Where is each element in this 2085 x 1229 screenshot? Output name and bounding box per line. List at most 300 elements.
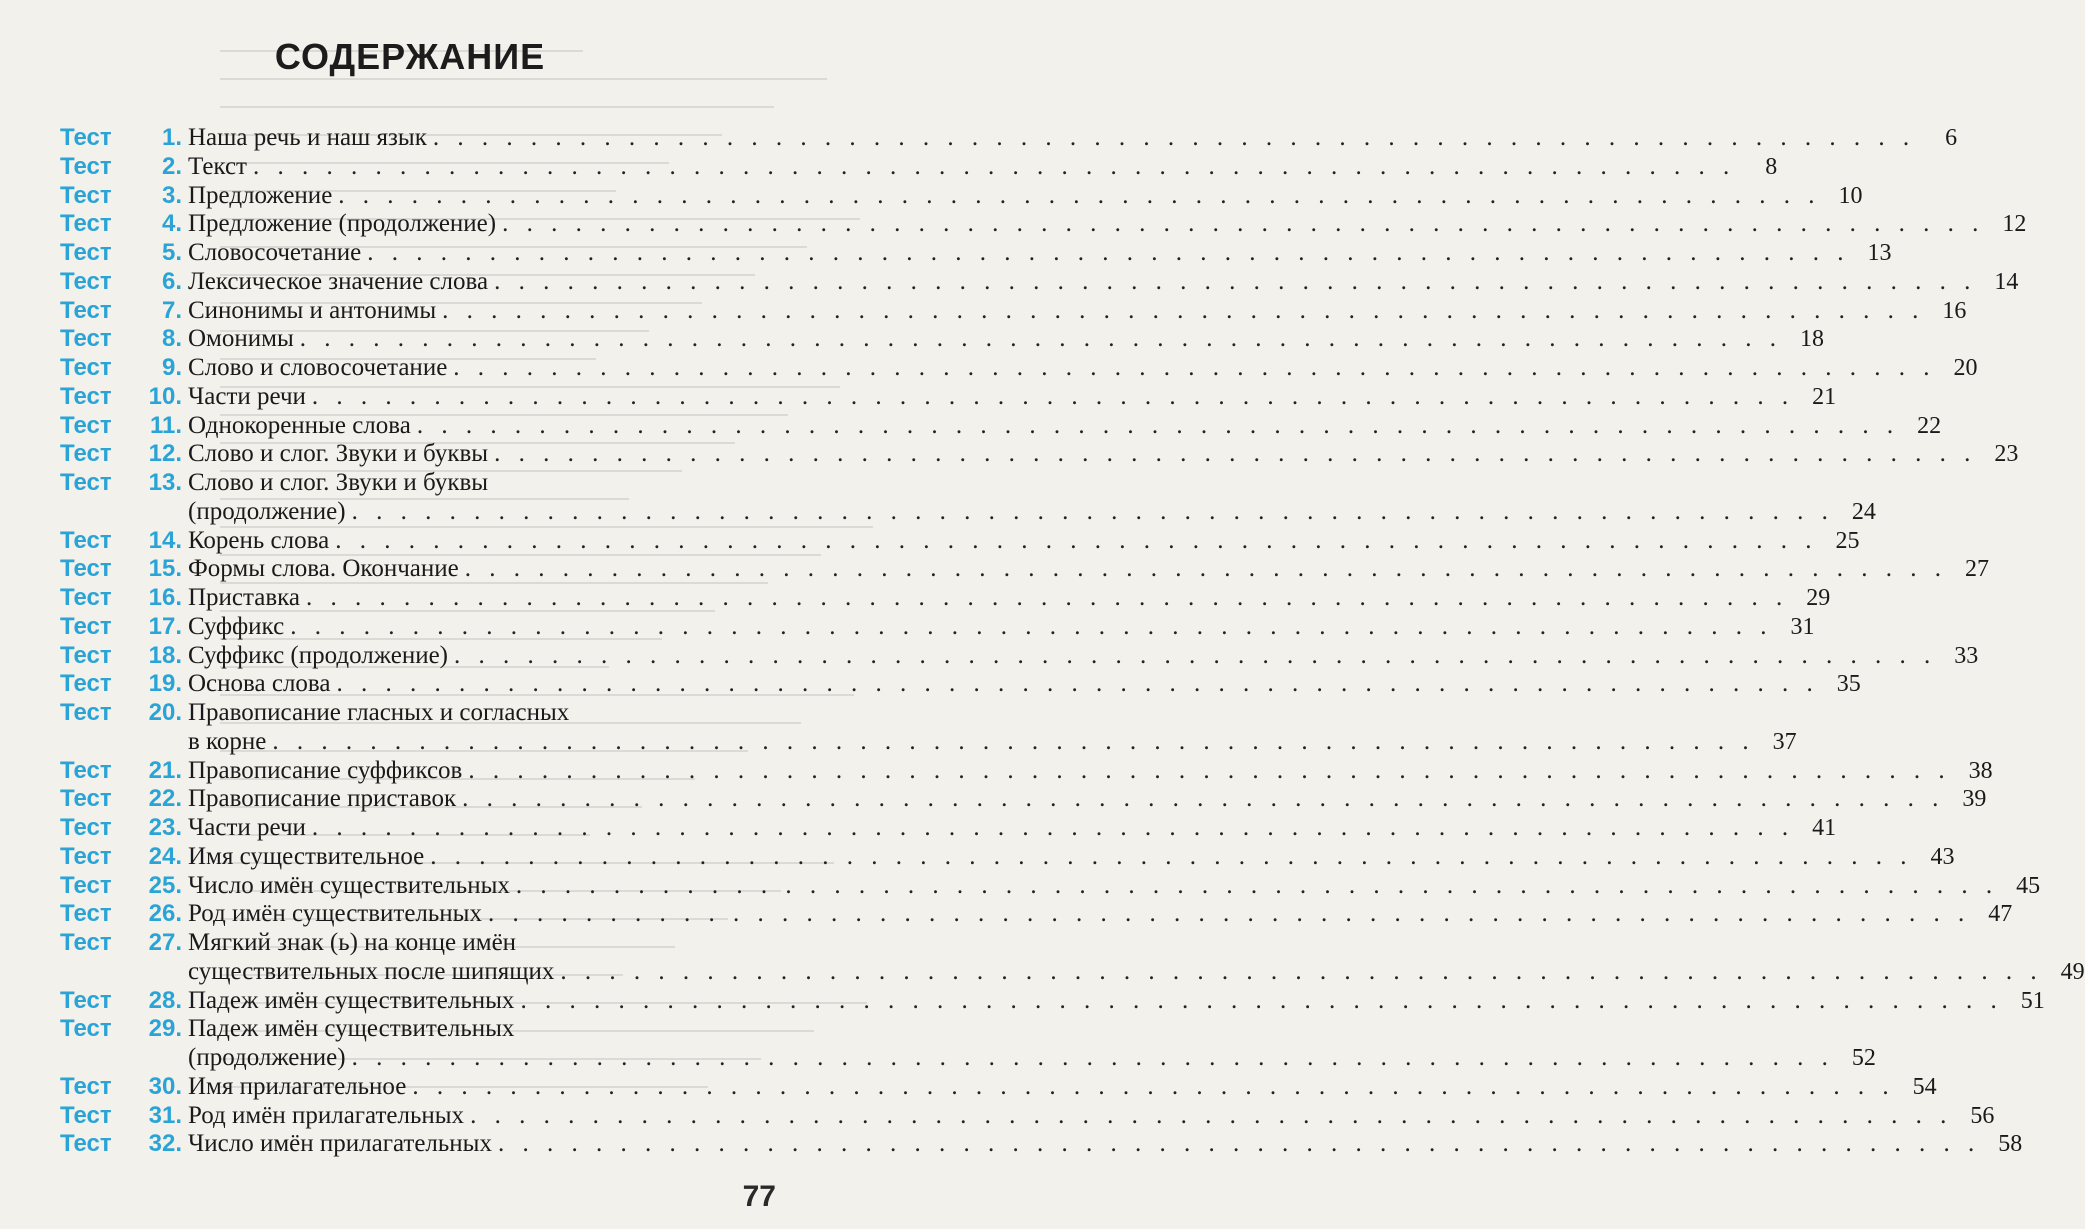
test-word: Тест — [60, 239, 112, 266]
entry-text — [188, 383, 1836, 412]
toc-entry[interactable] — [60, 469, 1876, 527]
toc-entry[interactable] — [60, 986, 2045, 1016]
entry-title: Корень слова — [188, 526, 330, 554]
toc-entry[interactable] — [60, 555, 1989, 584]
entry-text — [188, 872, 2040, 901]
dot-leader — [498, 1130, 1980, 1159]
test-word: Тест — [60, 555, 112, 583]
entry-line — [188, 153, 1777, 182]
test-word: Тест — [60, 469, 112, 496]
test-label — [60, 699, 188, 728]
dot-leader — [300, 325, 1782, 354]
dot-leader — [312, 814, 1794, 843]
entry-page-number: 16 — [1942, 297, 1967, 324]
entry-text — [188, 1130, 2022, 1159]
test-number: 12. — [148, 440, 182, 468]
entry-line — [188, 354, 1978, 383]
test-label — [60, 1073, 188, 1102]
entry-text — [188, 757, 1993, 786]
entry-page-number: 8 — [1765, 153, 1778, 180]
entry-line — [188, 555, 1989, 584]
entry-text — [188, 613, 1814, 642]
test-number: 27. — [148, 929, 182, 956]
entry-page-number: 12 — [2002, 211, 2027, 238]
dot-leader — [488, 900, 1970, 929]
entry-title: Приставка — [188, 584, 301, 611]
test-number: 29. — [148, 1015, 182, 1043]
entry-title: Слово и словосочетание — [188, 354, 448, 381]
entry-title: Имя прилагательное — [188, 1072, 407, 1100]
entry-line — [188, 872, 2040, 901]
entry-text — [188, 297, 1966, 326]
test-number: 15. — [148, 555, 182, 583]
test-word: Тест — [60, 756, 112, 784]
toc-entry[interactable] — [60, 325, 1824, 354]
test-number: 32. — [148, 1130, 182, 1158]
test-word: Тест — [60, 842, 112, 870]
entry-page-number: 29 — [1806, 585, 1831, 611]
toc-entry[interactable] — [60, 670, 1861, 699]
entry-title: Слово и слог. Звуки и буквы — [188, 440, 489, 468]
toc-entry[interactable] — [60, 382, 1837, 412]
entry-text — [188, 153, 1777, 182]
test-word: Тест — [60, 699, 112, 726]
test-word: Тест — [60, 124, 112, 151]
entry-line — [188, 670, 1861, 699]
test-label — [60, 440, 188, 469]
dot-leader — [412, 1073, 1894, 1102]
entry-text — [188, 785, 1986, 814]
test-word: Тест — [60, 382, 112, 410]
entry-page-number: 31 — [1790, 613, 1815, 640]
entry-page-number: 41 — [1812, 815, 1837, 841]
entry-line — [188, 469, 1876, 498]
entry-page-number: 39 — [1962, 786, 1987, 813]
test-label — [60, 1015, 188, 1044]
entry-page-number: 14 — [1994, 268, 2019, 295]
entry-line — [188, 843, 1955, 872]
entry-line — [188, 412, 1941, 441]
test-label — [60, 297, 188, 326]
dot-leader — [430, 843, 1912, 872]
entry-page-number: 23 — [1994, 441, 2019, 468]
test-label — [60, 153, 188, 182]
entry-text — [188, 642, 1978, 671]
entry-line — [188, 987, 2045, 1016]
entry-title: Синонимы и антонимы — [188, 296, 437, 324]
toc-entry[interactable] — [60, 900, 2013, 929]
entry-text — [188, 325, 1824, 354]
toc-entry[interactable] — [60, 1101, 1995, 1131]
test-number: 26. — [148, 900, 182, 928]
test-word: Тест — [60, 1101, 112, 1129]
dot-leader — [367, 239, 1849, 268]
entry-page-number: 25 — [1835, 527, 1860, 554]
dot-leader — [560, 958, 2042, 987]
test-number: 13. — [148, 469, 182, 496]
entry-title: Словосочетание — [188, 239, 362, 266]
entry-title: Суффикс — [188, 612, 285, 640]
entry-text — [188, 814, 1836, 843]
test-number: 4. — [161, 210, 182, 238]
test-label — [60, 814, 188, 843]
dot-leader — [433, 124, 1915, 153]
test-word: Тест — [60, 986, 112, 1014]
test-word: Тест — [60, 526, 112, 554]
test-number: 3. — [161, 181, 182, 209]
dot-leader — [520, 987, 2002, 1016]
entry-line — [188, 958, 2085, 987]
entry-page-number: 43 — [1930, 843, 1955, 870]
test-number: 18. — [148, 641, 182, 669]
toc-entry[interactable] — [60, 785, 1987, 814]
entry-page-number: 18 — [1800, 326, 1824, 353]
entry-title: Лексическое значение слова — [188, 267, 489, 295]
test-label — [60, 325, 188, 354]
entry-title: Наша речь и наш язык — [188, 124, 427, 151]
test-label — [60, 354, 188, 383]
test-label — [60, 670, 188, 699]
dot-leader — [454, 642, 1936, 671]
test-number: 17. — [148, 612, 182, 640]
dot-leader — [494, 440, 1976, 469]
entry-page-number: 13 — [1867, 240, 1892, 266]
toc-entry[interactable] — [60, 210, 2027, 239]
entry-text — [188, 584, 1830, 613]
test-word: Тест — [60, 1072, 112, 1100]
entry-title: Предложение — [188, 181, 333, 209]
test-number: 11. — [149, 411, 182, 439]
test-word: Тест — [60, 900, 112, 928]
toc-entry[interactable] — [60, 354, 1978, 383]
test-number: 23. — [148, 814, 182, 841]
entry-text — [188, 182, 1863, 211]
entry-title: Основа слова — [188, 670, 331, 698]
test-word: Тест — [60, 871, 112, 899]
test-number: 14. — [148, 526, 182, 554]
test-label — [60, 987, 188, 1016]
test-number: 16. — [148, 584, 182, 611]
test-word: Тест — [60, 1130, 112, 1158]
toc-entry[interactable] — [60, 612, 1815, 642]
entry-line — [188, 642, 1978, 671]
test-word: Тест — [60, 354, 112, 381]
entry-line — [188, 1044, 1876, 1073]
entry-text — [188, 1073, 1937, 1102]
entry-line — [188, 1130, 2022, 1159]
test-word: Тест — [60, 785, 112, 813]
entry-text — [188, 412, 1941, 441]
toc-entry[interactable] — [60, 1130, 2023, 1159]
entry-title: Текст — [188, 152, 247, 180]
test-label — [60, 785, 188, 814]
entry-line — [188, 325, 1824, 354]
test-number: 7. — [161, 296, 182, 324]
entry-page-number: 24 — [1851, 498, 1876, 525]
test-word: Тест — [60, 1015, 112, 1043]
entry-line — [188, 785, 1986, 814]
entry-page-number: 54 — [1912, 1073, 1937, 1100]
toc-entry[interactable] — [60, 842, 1955, 872]
test-label — [60, 268, 188, 297]
test-label — [60, 642, 188, 671]
toc-entry[interactable] — [60, 152, 1778, 182]
entry-text — [188, 210, 2026, 239]
dot-leader — [338, 182, 1820, 211]
entry-title: Части речи — [188, 814, 306, 841]
entry-line — [188, 1015, 1876, 1044]
entry-line — [188, 527, 1859, 556]
entry-page-number: 10 — [1838, 182, 1863, 209]
dot-leader — [465, 555, 1947, 584]
toc-entry[interactable] — [60, 1072, 1937, 1102]
entry-line — [188, 498, 1876, 527]
entry-text — [188, 354, 1978, 383]
entry-text — [188, 440, 2018, 469]
entry-line — [188, 124, 1957, 153]
test-number: 9. — [161, 354, 182, 381]
test-label — [60, 613, 188, 642]
entry-title: (продолжение) — [188, 497, 346, 525]
test-label — [60, 469, 188, 498]
test-label — [60, 182, 188, 211]
toc-entry[interactable] — [60, 239, 1892, 268]
test-label — [60, 1102, 188, 1131]
entry-title: Правописание гласных и согласных — [188, 699, 570, 726]
entry-text — [188, 555, 1989, 584]
entry-text — [188, 670, 1861, 699]
entry-title: Предложение (продолжение) — [188, 210, 497, 238]
entry-line — [188, 929, 2085, 958]
test-label — [60, 210, 188, 239]
entry-title: в корне — [188, 727, 267, 755]
entry-line — [188, 900, 2012, 929]
entry-line — [188, 297, 1966, 326]
entry-page-number: 47 — [1988, 901, 2013, 928]
dot-leader — [306, 584, 1788, 613]
entry-text — [188, 699, 1797, 757]
entry-line — [188, 182, 1863, 211]
entry-page-number: 22 — [1917, 412, 1942, 439]
test-label — [60, 843, 188, 872]
test-number: 25. — [148, 871, 182, 899]
entry-page-number: 45 — [2016, 872, 2041, 899]
entry-text — [188, 843, 1955, 872]
entry-page-number: 58 — [1998, 1131, 2023, 1158]
toc-entry[interactable] — [60, 641, 1979, 671]
dot-leader — [253, 153, 1735, 182]
dot-leader — [335, 527, 1817, 556]
test-label — [60, 584, 188, 613]
test-word: Тест — [60, 814, 112, 841]
entry-title: (продолжение) — [188, 1044, 346, 1071]
entry-text — [188, 929, 2085, 987]
test-number: 30. — [148, 1072, 182, 1100]
test-number: 19. — [148, 670, 182, 698]
toc-entry[interactable] — [60, 699, 1797, 757]
dot-leader — [442, 297, 1924, 326]
entry-line — [188, 584, 1830, 613]
toc-entry[interactable] — [60, 756, 1993, 786]
entry-page-number: 51 — [2020, 987, 2045, 1014]
test-number: 10. — [148, 382, 182, 410]
entry-text — [188, 469, 1876, 527]
entry-page-number: 20 — [1953, 355, 1978, 381]
entry-text — [188, 1102, 1994, 1131]
test-label — [60, 124, 188, 153]
test-word: Тест — [60, 440, 112, 468]
entry-text — [188, 900, 2012, 929]
test-label — [60, 412, 188, 441]
toc-entry[interactable] — [60, 814, 1837, 843]
entry-line — [188, 613, 1814, 642]
toc-entry[interactable] — [60, 124, 1958, 153]
test-label — [60, 239, 188, 268]
entry-title: Однокоренные слова — [188, 411, 411, 439]
test-label — [60, 527, 188, 556]
test-number: 8. — [161, 325, 182, 353]
dot-leader — [470, 1102, 1952, 1131]
test-word: Тест — [60, 670, 112, 698]
entry-page-number: 27 — [1964, 556, 1989, 583]
test-label — [60, 757, 188, 786]
entry-line — [188, 440, 2018, 469]
entry-title: Число имён существительных — [188, 871, 510, 899]
dot-leader — [462, 785, 1944, 814]
dot-leader — [272, 728, 1754, 757]
entry-line — [188, 1102, 1994, 1131]
dot-leader — [337, 670, 1819, 699]
test-label — [60, 929, 188, 958]
bleed-line — [220, 78, 827, 80]
entry-line — [188, 699, 1797, 728]
test-word: Тест — [60, 210, 112, 238]
dot-leader — [352, 1044, 1834, 1073]
test-word: Тест — [60, 411, 112, 439]
test-word: Тест — [60, 296, 112, 324]
test-word: Тест — [60, 181, 112, 209]
dot-leader — [312, 383, 1794, 412]
entry-line — [188, 210, 2026, 239]
test-label — [60, 1130, 188, 1159]
entry-line — [188, 757, 1993, 786]
entry-page-number: 38 — [1968, 757, 1993, 784]
entry-line — [188, 268, 2018, 297]
test-word: Тест — [60, 325, 112, 353]
entry-title: Число имён прилагательных — [188, 1130, 492, 1158]
bleed-line — [220, 106, 774, 108]
dot-leader — [494, 268, 1976, 297]
test-label — [60, 900, 188, 929]
dot-leader — [502, 210, 1984, 239]
toc-entry[interactable] — [60, 411, 1942, 441]
toc-entry[interactable] — [60, 1015, 1876, 1073]
entry-page-number: 35 — [1836, 671, 1861, 698]
entry-title: Падеж имён существительных — [188, 1015, 515, 1043]
test-word: Тест — [60, 929, 112, 956]
toc-entry[interactable] — [60, 929, 2085, 987]
entry-title: Мягкий знак (ь) на конце имён — [188, 929, 517, 956]
toc-entry[interactable] — [60, 871, 2041, 901]
entry-line — [188, 1073, 1937, 1102]
entry-title: Суффикс (продолжение) — [188, 641, 448, 669]
test-number: 6. — [161, 267, 182, 295]
entry-text — [188, 268, 2018, 297]
entry-title: Род имён существительных — [188, 900, 482, 928]
toc-entry[interactable] — [60, 440, 2019, 469]
entry-title: Слово и слог. Звуки и буквы — [188, 469, 489, 496]
entry-line — [188, 239, 1891, 268]
toc-entry[interactable] — [60, 296, 1967, 326]
test-number: 5. — [161, 239, 182, 266]
toc-entry[interactable] — [60, 267, 2019, 297]
entry-text — [188, 239, 1891, 268]
test-label — [60, 383, 188, 412]
entry-text — [188, 124, 1957, 153]
test-number: 20. — [148, 699, 182, 726]
entry-title: Правописание суффиксов — [188, 756, 463, 784]
test-number: 22. — [148, 785, 182, 813]
dot-leader — [468, 757, 1950, 786]
entry-title: Падеж имён существительных — [188, 986, 515, 1014]
dot-leader — [453, 354, 1935, 383]
test-label — [60, 872, 188, 901]
entry-title: Имя существительное — [188, 842, 425, 870]
entry-page-number: 33 — [1954, 642, 1979, 669]
entry-line — [188, 728, 1797, 757]
table-of-contents — [60, 124, 2085, 1159]
entry-text — [188, 987, 2045, 1016]
entry-title: Формы слова. Окончание — [188, 555, 459, 583]
dot-leader — [352, 498, 1834, 527]
toc-entry[interactable] — [60, 526, 1860, 556]
entry-text — [188, 527, 1859, 556]
entry-page-number: 56 — [1970, 1102, 1995, 1129]
entry-page-number: 6 — [1945, 125, 1958, 151]
entry-line — [188, 814, 1836, 843]
test-word: Тест — [60, 267, 112, 295]
dot-leader — [290, 613, 1772, 642]
test-word: Тест — [60, 641, 112, 669]
entry-title: существительных после шипящих — [188, 957, 555, 985]
test-word: Тест — [60, 152, 112, 180]
entry-line — [188, 383, 1836, 412]
test-number: 1. — [161, 124, 182, 151]
entry-page-number: 37 — [1772, 728, 1797, 755]
entry-page-number: 52 — [1851, 1045, 1876, 1071]
test-number: 2. — [161, 152, 182, 180]
dot-leader — [516, 872, 1998, 901]
test-number: 24. — [148, 842, 182, 870]
toc-entry[interactable] — [60, 181, 1863, 211]
entry-title: Род имён прилагательных — [188, 1101, 465, 1129]
page-number: 77 — [742, 1180, 776, 1213]
test-word: Тест — [60, 584, 112, 611]
entry-title: Части речи — [188, 382, 306, 410]
page-title: СОДЕРЖАНИЕ — [274, 36, 546, 77]
test-label — [60, 555, 188, 584]
entry-page-number: 21 — [1812, 383, 1837, 410]
entry-title: Омонимы — [188, 325, 294, 353]
entry-text — [188, 1015, 1876, 1073]
test-number: 31. — [148, 1101, 182, 1129]
toc-entry[interactable] — [60, 584, 1831, 613]
test-word: Тест — [60, 612, 112, 640]
entry-title: Правописание приставок — [188, 785, 457, 813]
test-number: 28. — [148, 986, 182, 1014]
dot-leader — [417, 412, 1899, 441]
test-number: 21. — [148, 756, 182, 784]
